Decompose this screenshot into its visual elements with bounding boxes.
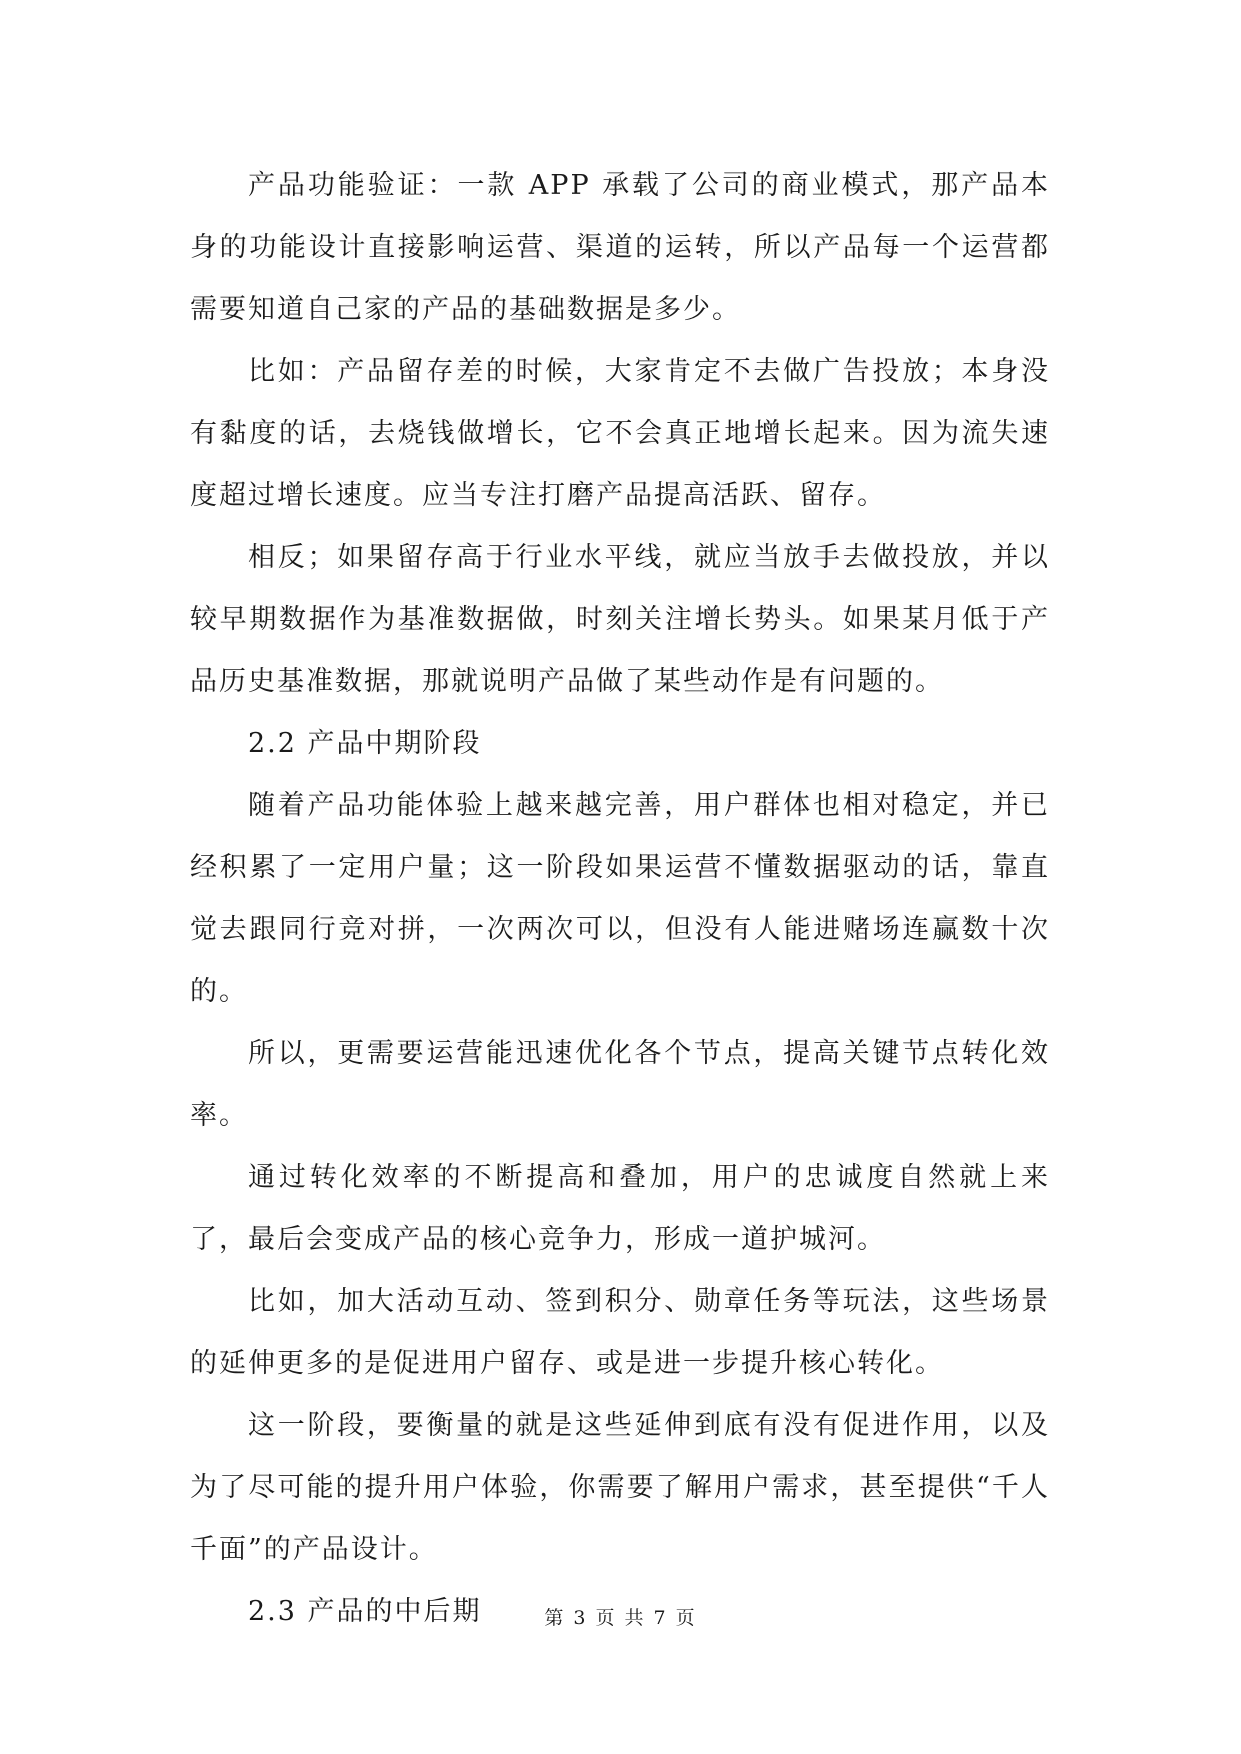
- paragraph-mid-stage: 随着产品功能体验上越来越完善，用户群体也相对稳定，并已经积累了一定用户量；这一阶段如果运营不懂数据驱动的话，靠直觉去跟同行竞对拼，一次两次可以，但没有人能进赌场连赢数十次的。: [190, 790, 1050, 1007]
- paragraph-retention-high: 相反；如果留存高于行业水平线，就应当放手去做投放，并以较早期数据作为基准数据做，时刻关注增长势头。如果某月低于产品历史基准数据，那就说明产品做了某些动作是有问题的。: [190, 542, 1050, 697]
- paragraph-retention-example: 比如：产品留存差的时候，大家肯定不去做广告投放；本身没有黏度的话，去烧钱做增长，它不会真正地增长起来。因为流失速度超过增长速度。应当专注打磨产品提高活跃、留存。: [190, 356, 1050, 511]
- paragraph-measure-stage: 这一阶段，要衡量的就是这些延伸到底有没有促进作用，以及为了尽可能的提升用户体验，你需要了解用户需求，甚至提供“千人千面”的产品设计。: [190, 1410, 1050, 1565]
- section-heading-2-2: 2.2 产品中期阶段: [248, 728, 482, 759]
- paragraph-product-validation: 产品功能验证：一款 APP 承载了公司的商业模式，那产品本身的功能设计直接影响运营、渠道的运转，所以产品每一个运营都需要知道自己家的产品的基础数据是多少。: [190, 170, 1050, 325]
- paragraph-optimize-nodes: 所以，更需要运营能迅速优化各个节点，提高关键节点转化效率。: [190, 1038, 1050, 1131]
- section-heading-2-3: 2.3 产品的中后期: [248, 1596, 482, 1627]
- paragraph-activities-example: 比如，加大活动互动、签到积分、勋章任务等玩法，这些场景的延伸更多的是促进用户留存、或是进一步提升核心转化。: [190, 1286, 1050, 1379]
- document-body: [190, 155, 1050, 1643]
- page-number-footer: 第 3 页 共 7 页: [544, 1607, 697, 1629]
- paragraph-conversion-efficiency: 通过转化效率的不断提高和叠加，用户的忠诚度自然就上来了，最后会变成产品的核心竞争力，形成一道护城河。: [190, 1162, 1050, 1255]
